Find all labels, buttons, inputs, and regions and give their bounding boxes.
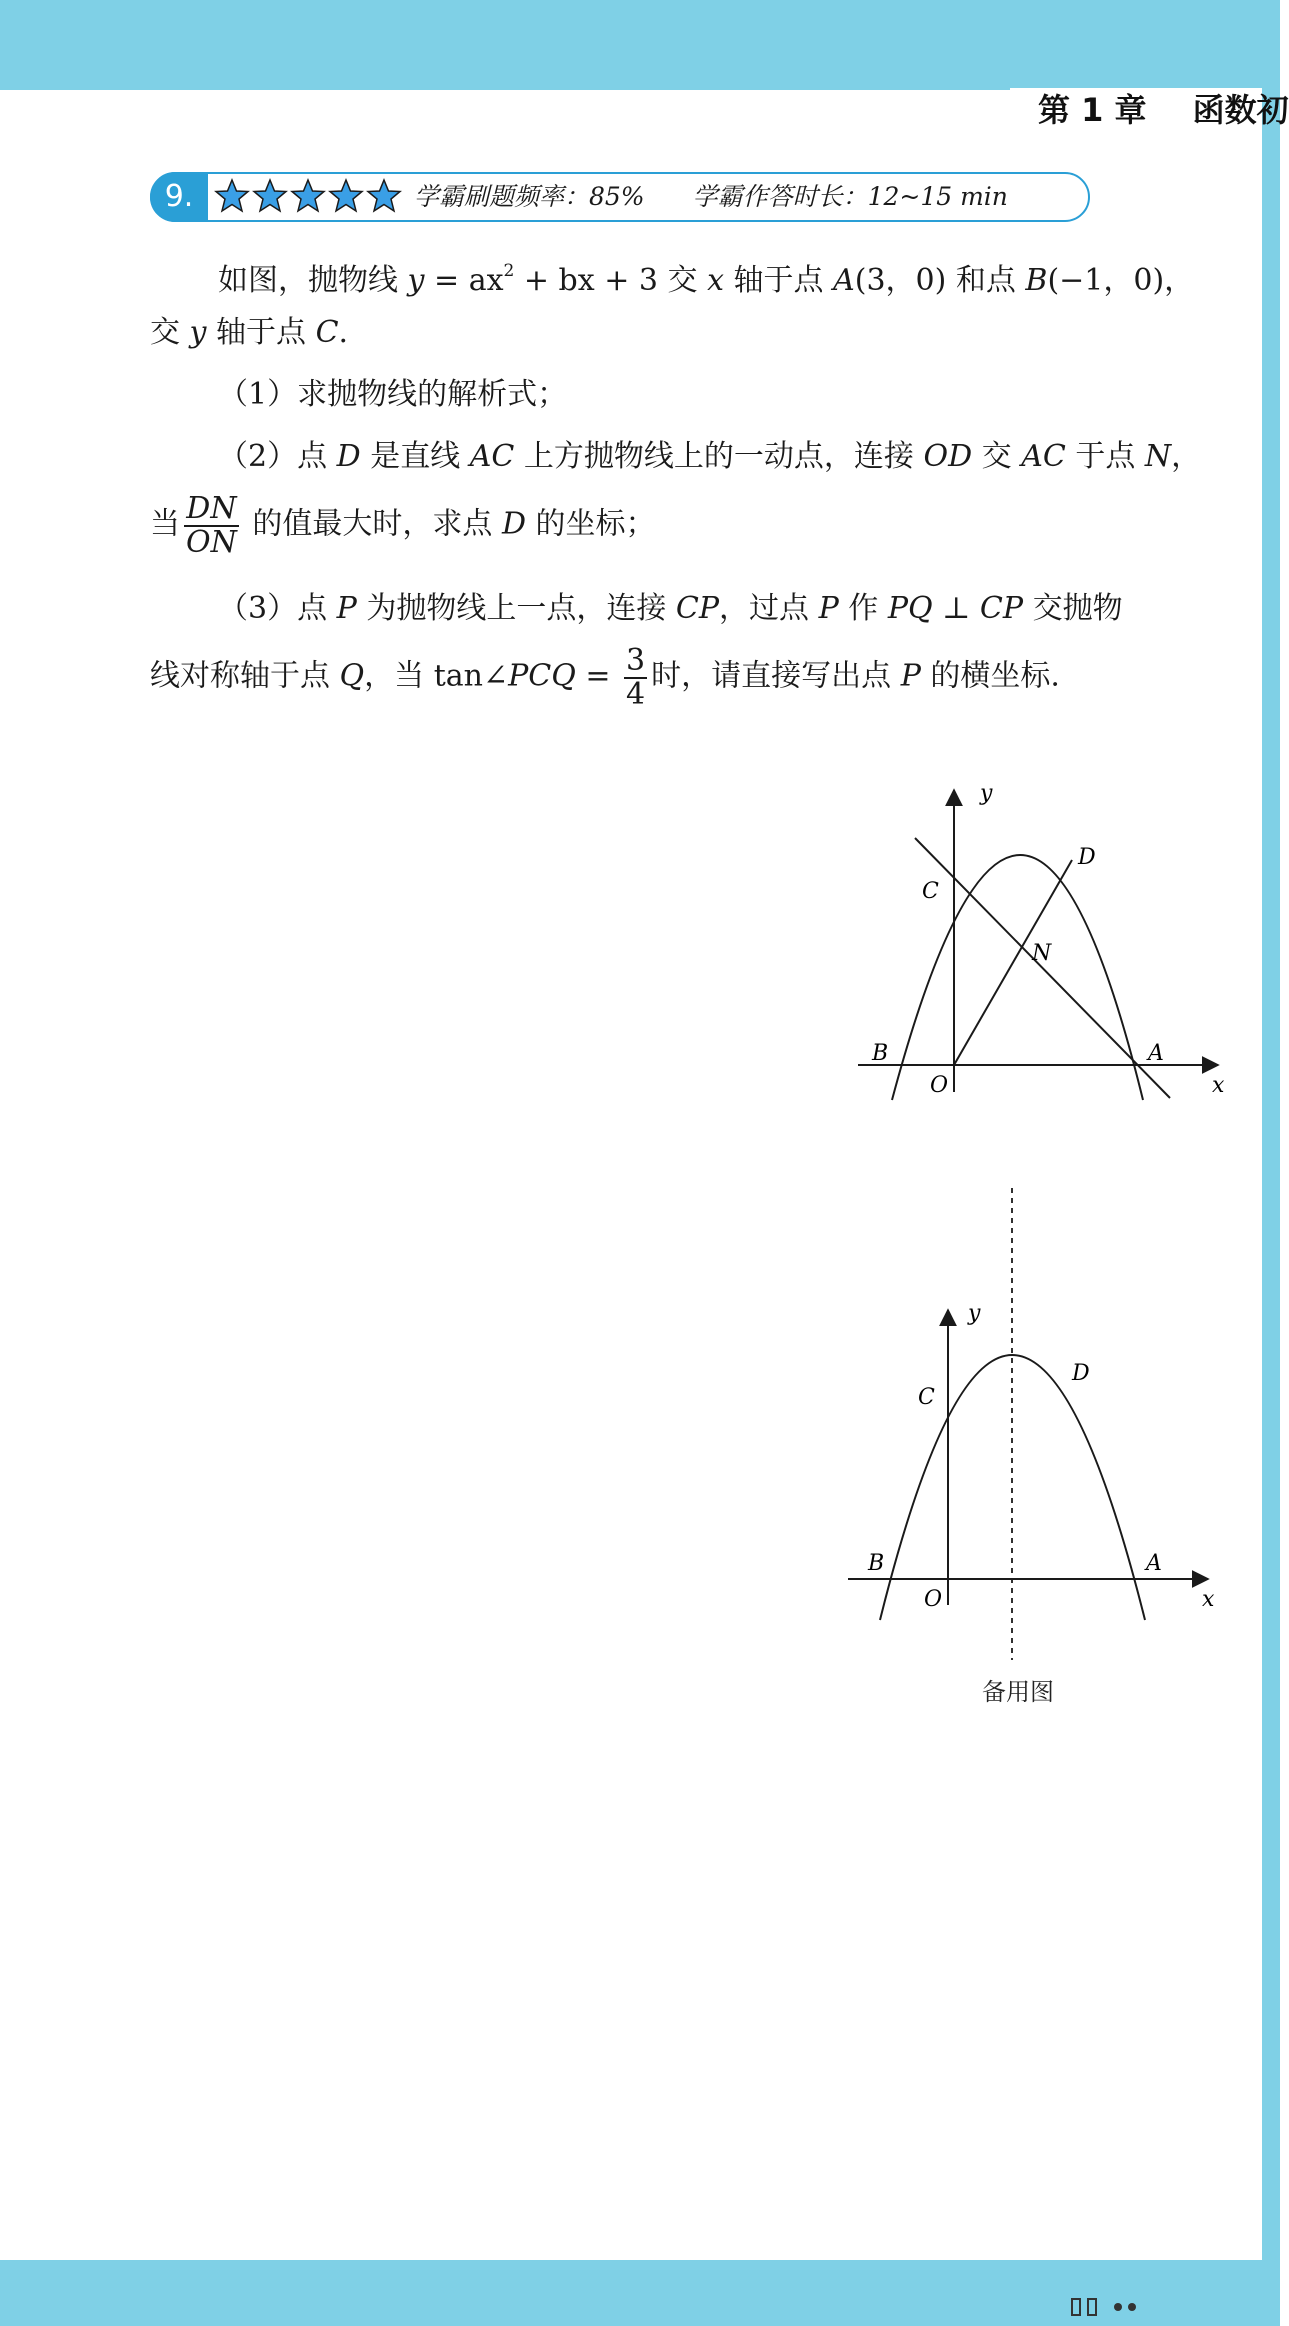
label-y: y (968, 1301, 981, 1326)
star-icon (214, 178, 250, 214)
label-a: A (1146, 1551, 1162, 1576)
figure-2 (840, 1180, 1240, 1670)
figure-2-caption: 备用图 (982, 1678, 1054, 1706)
label-c: C (918, 1385, 935, 1410)
problem-part-1: （1）求抛物线的解析式； (218, 377, 568, 412)
label-n: N (1032, 941, 1052, 966)
problem-part-3-cont: 线对称轴于点 Q，当 tan∠PCQ = $\frac{3}{4}$ 时，请直接写出点 P 的横坐标. (150, 643, 1060, 712)
figure-1 (840, 780, 1240, 1110)
frequency-label: 学霸刷题频率：85% (414, 182, 645, 211)
label-y: y (980, 781, 993, 806)
label-b: B (872, 1041, 889, 1066)
label-b: B (868, 1551, 885, 1576)
difficulty-stars (214, 178, 404, 216)
label-a: A (1148, 1041, 1164, 1066)
right-edge-strip (1262, 90, 1280, 2260)
problem-line-2: 交 y 轴于点 C. (150, 315, 349, 350)
label-d: D (1078, 845, 1096, 870)
problem-part-2: （2）点 D 是直线 AC 上方抛物线上的一动点，连接 OD 交 AC 于点 N， (218, 439, 1202, 474)
label-x: x (1202, 1587, 1215, 1612)
label-o: O (924, 1587, 943, 1612)
chapter-number: 第 1 章 (1038, 91, 1147, 129)
question-number: 9. (150, 172, 208, 222)
star-icon (252, 178, 288, 214)
label-d: D (1072, 1361, 1090, 1386)
label-o: O (930, 1073, 949, 1098)
fraction-dn-on: $\frac{DN}{ON}$ (186, 491, 237, 560)
star-icon (290, 178, 326, 214)
chapter-header (1010, 88, 1289, 132)
question-banner (150, 172, 1090, 222)
top-band (0, 0, 1280, 90)
label-x: x (1212, 1073, 1225, 1098)
question-meta (414, 174, 1008, 220)
star-icon (366, 178, 402, 214)
watermark-icon (1068, 2296, 1168, 2318)
problem-part-3: （3）点 P 为抛物线上一点，连接 CP，过点 P 作 PQ ⊥ CP 交抛物 (218, 591, 1123, 626)
fraction-three-quarters: $\frac{3}{4}$ (626, 643, 646, 712)
problem-line-1: 如图，抛物线 $y = ax^2$ + bx + 3 交 x 轴于点 A(3，0) 和点 B(−1，0)， (218, 261, 1195, 298)
time-label: 学霸作答时长：12~15 min (692, 182, 1008, 211)
problem-part-2-cont: 当 $\frac{DN}{ON}$ 的值最大时，求点 D 的坐标； (150, 491, 656, 560)
chapter-title: 函数初 (1192, 91, 1289, 129)
star-icon (328, 178, 364, 214)
label-c: C (922, 879, 939, 904)
page-body (0, 90, 1280, 2260)
